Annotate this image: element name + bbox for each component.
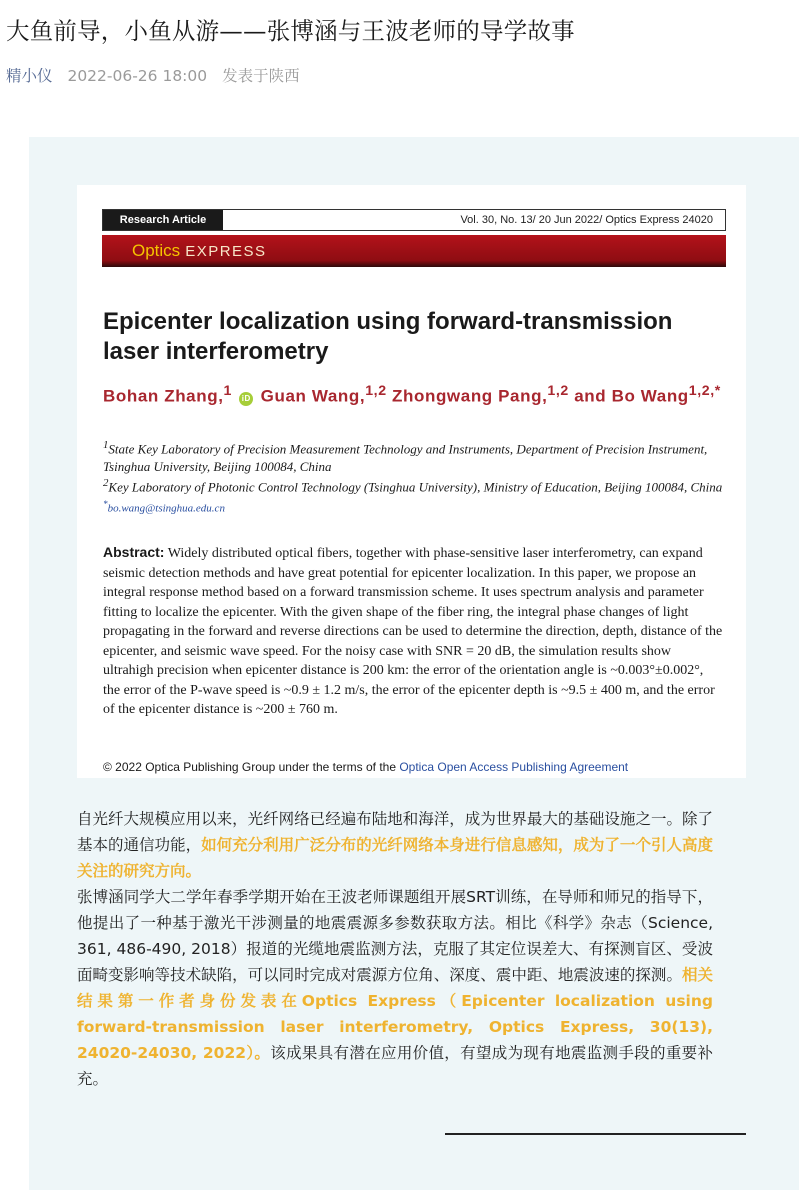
paper-abstract (103, 543, 723, 720)
paper-affiliations (103, 437, 728, 518)
abstract-text: Widely distributed optical fibers, together with phase-sensitive laser interferometry, can expand seismic detection methods and have great potential for epicenter localization. In this paper, we propose an integral response method based on a forward transmission scheme. It uses spectrum analysis and parameter fitting to localize the epicenter. With the given shape of the fiber ring, the integral phase changes of light propagating in the forward and reverse directions can be used to determine the direction, depth, distance of the epicenter, and seismic wave speed. For the noisy case with SNR = 20 dB, the simulation results show ultrahigh precision when epicenter distance is 200 km: the error of the orientation angle is ~0.003°±0.002°, the error of the P-wave speed is ~0.9 ± 1.2 m/s, the error of the epicenter depth is ~9.5 ± 400 m, and the error of the epicenter distance is ~200 ± 760 m. (103, 546, 723, 717)
article-title: 大鱼前导，小鱼从游——张博涵与王波老师的导学故事 (6, 17, 575, 45)
section-divider (445, 1133, 746, 1135)
article-author-link[interactable]: 精小仪 (6, 67, 53, 85)
author-1-sup: 1 (223, 383, 233, 399)
author-3: Zhongwang Pang, (392, 386, 548, 406)
paper-authors (103, 380, 728, 408)
paper-image[interactable] (77, 185, 746, 778)
article-location: 发表于陕西 (222, 67, 300, 85)
paper-header-citation: Vol. 30, No. 13/ 20 Jun 2022/ Optics Express 24020 (460, 214, 713, 226)
author-1: Bohan Zhang, (103, 386, 224, 406)
copyright-link: Optica Open Access Publishing Agreement (399, 760, 629, 774)
author-4-sup: 1,2,* (688, 383, 721, 399)
paper-header-type: Research Article (103, 210, 223, 230)
article-time: 2022-06-26 18:00 (67, 67, 208, 85)
highlight-text: 相关结果第一作者身份发表在Optics Express（Epicenter localization using forward-transmission laser interferometry, Optics Express, 30(13), 24020-24030, 2022）。 (77, 966, 713, 1062)
paper-title: Epicenter localization using forward-transmission laser interferometry (103, 308, 673, 365)
journal-logo-express: EXPRESS (185, 242, 267, 260)
article-body (77, 806, 713, 1092)
body-paragraph-1: 自光纤大规模应用以来，光纤网络已经遍布陆地和海洋，成为世界最大的基础设施之一。除了基本的通信功能，如何充分利用广泛分布的光纤网络本身进行信息感知，成为了一个引人高度关注的研究方向。 (77, 810, 713, 880)
journal-banner (102, 235, 726, 267)
author-2: Guan Wang, (260, 386, 366, 406)
author-3-sup: 1,2 (547, 383, 569, 399)
paper-copyright: © 2022 Optica Publishing Group under the terms of the Optica Open Access Publishing Agreement (103, 760, 629, 774)
author-4: and Bo Wang (574, 386, 689, 406)
corresponding-email: *bo.wang@tsinghua.edu.cn (103, 499, 225, 515)
highlight-text: 如何充分利用广泛分布的光纤网络本身进行信息感知，成为了一个引人高度关注的研究方向。 (77, 836, 713, 880)
body-paragraph-2: 张博涵同学大二学年春季学期开始在王波老师课题组开展SRT训练，在导师和师兄的指导下，他提出了一种基于激光干涉测量的地震震源多参数获取方法。相比《科学》杂志（Science, 361, 486-490, 2018）报道的光缆地震监测方法，克服了其定位误差大、有探测盲区、受波面畸变影响等技术缺陷，可以同时完成对震源方位角、深度、震中距、地震波速的探测。相关结果第一作者身份发表在Optics Express（Epicenter localization using forward-transmission laser interferometry, Optics Express, 30(13), 24020-24030, 2022）。该成果具有潜在应用价值，有望成为现有地震监测手段的重要补充。 (77, 888, 713, 1088)
journal-logo-optics: Optics (132, 241, 181, 260)
article-meta (6, 64, 300, 86)
affiliation-1: $^1$State Key Laboratory of Precision Measurement Technology and Instruments, Department of Precision Instrument, Tsinghua University, Beijing 100084, China (103, 439, 708, 474)
author-2-sup: 1,2 (365, 383, 387, 399)
affiliation-2: $^2$Key Laboratory of Photonic Control Technology (Tsinghua University), Ministry of Education, Beijing 100084, China (103, 477, 723, 495)
orcid-icon: iD (239, 392, 253, 406)
abstract-heading: Abstract: (103, 544, 165, 560)
paper-header-bar (102, 209, 726, 231)
